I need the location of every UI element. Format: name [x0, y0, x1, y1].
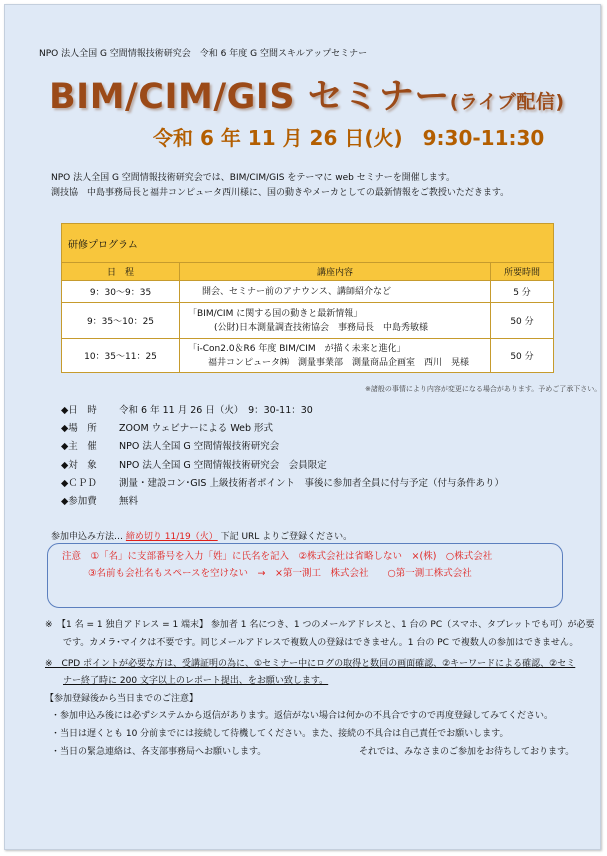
row-duration: 50 分 [491, 339, 554, 373]
detail-value: NPO 法人全国 G 空間情報技術研究会 [119, 441, 280, 453]
caution-box [47, 543, 563, 608]
table-row [62, 339, 554, 373]
after-registration-heading: 【参加登録後から当日までのご注意】 [45, 694, 199, 704]
program-note: ※諸般の事情により内容が変更になる場合があります。予めご了承下さい。 [365, 385, 602, 393]
notice-bullet-1: ・参加申込み後には必ずシステムから返信があります。返信がない場合は何かの不具合ですので再度登録してみてください。 [51, 711, 554, 721]
title-main: BIM/CIM/GIS セミナー [49, 77, 450, 117]
detail-row [61, 457, 504, 475]
caution-line-1: 注意 ①「名」に支部番号を入力「姓」に氏名を記入 ②株式会社は省略しない ×(株) ○株式会社 [62, 551, 493, 562]
detail-label: ◆日 時 [61, 405, 97, 416]
detail-value: 無料 [119, 496, 139, 508]
footnote-1a: ※ 【1 名 = 1 独自アドレス = 1 端末】 参加者 1 名につき、1 つのメールアドレスと、1 台の PC（スマホ、タブレットでも可）が必要 [45, 620, 595, 630]
row-content-line-1: 「i-Con2.0＆R6 年度 BIM/CIM が描く未来と進化」 [188, 343, 406, 354]
apply-method [51, 529, 352, 542]
detail-row [61, 475, 504, 493]
detail-row [61, 402, 504, 420]
intro-line-1: NPO 法人全国 G 空間情報技術研究会では、BIM/CIM/GIS をテーマに web セミナーを開催します。 [51, 173, 455, 183]
caution-line-2: ③名前も会社名もスペースを空けない → ×第一測工 株式会社 ○第一測工株式会社 [88, 568, 472, 579]
detail-label: ◆参加費 [61, 496, 97, 508]
detail-label: ◆ＣＰＤ [61, 477, 97, 489]
detail-value: NPO 法人全国 G 空間情報技術研究会 会員限定 [119, 459, 327, 471]
detail-label: ◆主 催 [61, 441, 97, 453]
row-time: 9：35〜10：25 [62, 303, 180, 339]
intro-line-2: 測技協 中島事務局長と福井コンピュータ西川様に、国の動きやメーカとしての最新情報をご教授いただきます。 [51, 188, 510, 198]
table-row [62, 303, 554, 339]
organizer-line: NPO 法人全国 G 空間情報技術研究会 令和 6 年度 G 空間スキルアップセミナー [39, 49, 368, 59]
row-content-line-1: 「BIM/CIM に関する国の動きと最新情報」 [188, 308, 363, 319]
event-details [61, 402, 504, 511]
apply-prefix: 参加申込み方法… [51, 532, 124, 542]
row-duration: 5 分 [491, 281, 554, 303]
row-time: 10：35〜11：25 [62, 339, 180, 373]
column-content: 講座内容 [180, 263, 491, 281]
row-content [180, 339, 491, 373]
detail-label: ◆場 所 [61, 423, 97, 435]
intro-text [51, 171, 509, 201]
row-content [180, 303, 491, 339]
row-content-line-1: 開会、セミナー前のアナウンス、講師紹介など [202, 286, 392, 297]
detail-value: ZOOM ウェビナーによる Web 形式 [119, 423, 274, 435]
detail-row [61, 493, 504, 511]
row-duration: 50 分 [491, 303, 554, 339]
apply-suffix: 下記 URL よりご登録ください。 [220, 532, 353, 542]
table-row [62, 281, 554, 303]
notice-bullet-2: ・当日は遅くとも 10 分前までには接続して待機してください。また、接続の不具合は自己責任でお願いします。 [51, 729, 509, 739]
footnote-1b: です。カメラ･マイクは不要です。同じメールアドレスで複数人の登録はできません。1 台の PC で複数人の参加はできません。 [63, 638, 579, 648]
row-time: 9：30〜9：35 [62, 281, 180, 303]
closing-message: それでは、みなさまのご参加をお待ちしております。 [359, 747, 575, 757]
detail-label: ◆対 象 [61, 459, 97, 471]
row-content-line-2: 福井コンピュータ㈱ 測量事業部 測量商品企画室 西川 晃様 [208, 357, 470, 368]
program-table [61, 223, 554, 373]
column-duration: 所要時間 [491, 263, 554, 281]
column-schedule: 日 程 [62, 263, 180, 281]
detail-row [61, 438, 504, 456]
detail-value: 令和 6 年 11 月 26 日（火） 9：30-11：30 [119, 405, 313, 416]
row-content-line-2: (公財)日本測量調査技術協会 事務局長 中島秀敏様 [214, 322, 429, 333]
apply-deadline: 締め切り 11/19（火） [125, 532, 218, 542]
footnote-2b: ナー終了時に 200 文字以上のレポート提出、をお願い致します。 [63, 676, 329, 686]
seminar-flyer-page [4, 4, 601, 850]
detail-value: 測量・建設コン･GIS 上級技術者ポイント 事後に参加者全員に付与予定（付与条件あり） [119, 477, 504, 489]
program-heading: 研修プログラム [62, 224, 554, 263]
page-title [49, 69, 565, 119]
detail-row [61, 420, 504, 438]
seminar-date: 令和 6 年 11 月 26 日(火) 9:30-11:30 [153, 126, 545, 150]
footnote-2a: ※ CPD ポイントが必要な方は、受講証明の為に、①セミナー中にログの取得と数回の画面確認、②キーワードによる確認、②セミ [45, 659, 576, 669]
title-suffix: (ライブ配信) [449, 91, 565, 113]
row-content [180, 281, 491, 303]
notice-bullet-3: ・当日の緊急連絡は、各支部事務局へお願いします。 [51, 747, 267, 757]
